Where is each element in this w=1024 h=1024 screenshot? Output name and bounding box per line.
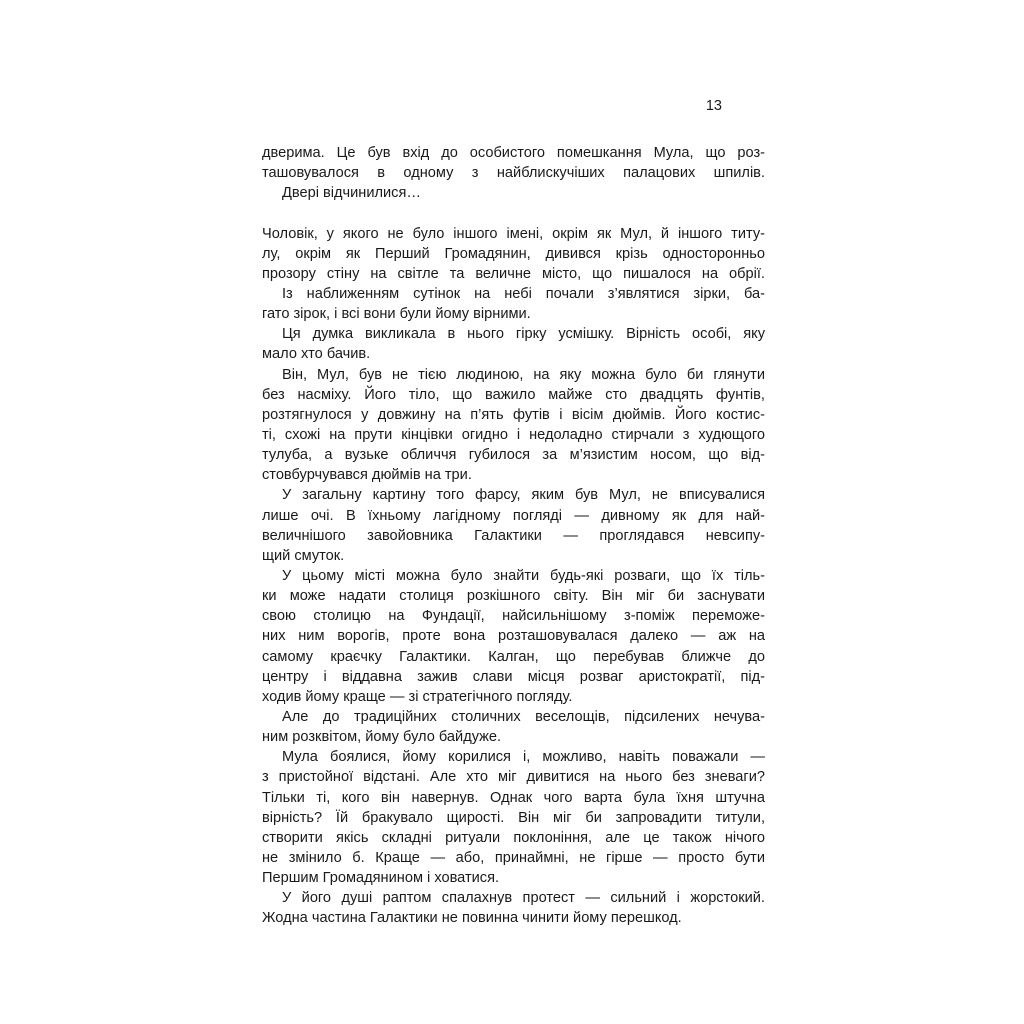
paragraph (262, 224, 765, 284)
text-line: самому краєчку Галактики. Калган, що перебував ближче до (262, 648, 765, 665)
text-line: з пристойної відстані. Але хто міг дивитися на нього без зневаги? (262, 769, 765, 786)
text-line: центру і віддавна зажив слави місця розваг аристократії, під- (262, 668, 765, 685)
paragraph (262, 707, 765, 747)
text-line: У цьому місті можна було знайти будь-які розваги, що їх тіль- (282, 567, 765, 584)
text-line: ходив йому краще — зі стратегічного погляду. (262, 688, 573, 705)
text-line: них ним ворогів, проте вона розташовувалася далеко — аж на (262, 628, 765, 645)
text-line: без насміху. Його тіло, що важило майже сто двадцять фунтів, (262, 386, 765, 403)
text-line: не змінило б. Краще — або, принаймні, не гірше — просто бути (262, 849, 765, 866)
text-line: Жодна частина Галактики не повинна чинити йому перешкод. (262, 910, 682, 927)
paragraph (262, 566, 765, 707)
text-line: Він, Мул, був не тією людиною, на яку можна було би глянути (282, 366, 765, 383)
text-line: лише очі. В їхньому лагідному погляді — дивному як для най- (262, 507, 765, 524)
text-line: Тільки ті, кого він навернув. Однак чого варта була їхня штучна (262, 789, 765, 806)
paragraph (262, 284, 765, 324)
text-line: У його душі раптом спалахнув протест — сильний і жорстокий. (282, 890, 765, 907)
text-line: Двері відчинилися… (282, 185, 421, 202)
body-text (262, 143, 765, 928)
section-break (262, 203, 765, 223)
text-line: У загальну картину того фарсу, яким був Мул, не вписувалися (282, 487, 765, 504)
text-line: дверима. Це був вхід до особистого помешкання Мула, що роз- (262, 145, 765, 161)
paragraph (262, 143, 765, 183)
text-line: Мула боялися, йому корилися і, можливо, навіть поважали — (282, 749, 765, 766)
paragraph (262, 888, 765, 928)
text-line: Ця думка викликала в нього гірку усмішку. Вірність особі, яку (282, 326, 765, 343)
text-line: щий смуток. (262, 547, 345, 564)
text-line: Чоловік, у якого не було іншого імені, окрім як Мул, й іншого титу- (262, 225, 765, 242)
text-line: тулуба, а вузьке обличчя губилося за м’язистим носом, що від- (262, 447, 765, 464)
text-line: мало хто бачив. (262, 346, 371, 363)
text-line: гато зірок, і всі вони були йому вірними. (262, 306, 531, 323)
text-line: ташовувалося в одному з найблискучіших палацових шпилів. (262, 165, 765, 182)
text-line: прозору стіну на світле та величне місто, що пишалося на обрії. (262, 265, 765, 282)
text-line: ки може надати столиця розкішного світу. Він міг би заснувати (262, 588, 765, 605)
text-line: Але до традиційних столичних веселощів, підсилених нечува- (282, 708, 765, 725)
text-line: розтягнулося у довжину на п’ять футів і вісім дюймів. Його костис- (262, 406, 765, 423)
text-line: величнішого завойовника Галактики — проглядався невсипу- (262, 527, 765, 544)
text-line: свою столицю на Фундації, найсильнішому з-поміж переможе- (262, 608, 765, 625)
page-number: 13 (705, 98, 722, 114)
text-line: Першим Громадянином і ховатися. (262, 870, 500, 887)
paragraph (262, 747, 765, 888)
text-line: Із наближенням сутінок на небі почали з’являтися зірки, ба- (282, 285, 765, 302)
text-line: створити якісь складні ритуали поклоніння, але це також нічого (262, 829, 765, 846)
text-line: ті, схожі на прути кінцівки огидно і недоладно стирчали з худющого (262, 426, 765, 443)
text-line: вірність? Їй бракувало щирості. Він міг би запровадити титули, (262, 809, 765, 826)
text-line: стовбурчувався дюймів на три. (262, 467, 472, 484)
text-line: лу, окрім як Перший Громадянин, дивився крізь односторонньо (262, 245, 765, 262)
paragraph (262, 485, 765, 566)
text-line: ним розквітом, йому було байдуже. (262, 729, 502, 746)
paragraph (262, 183, 765, 203)
paragraph (262, 324, 765, 364)
paragraph (262, 365, 765, 486)
